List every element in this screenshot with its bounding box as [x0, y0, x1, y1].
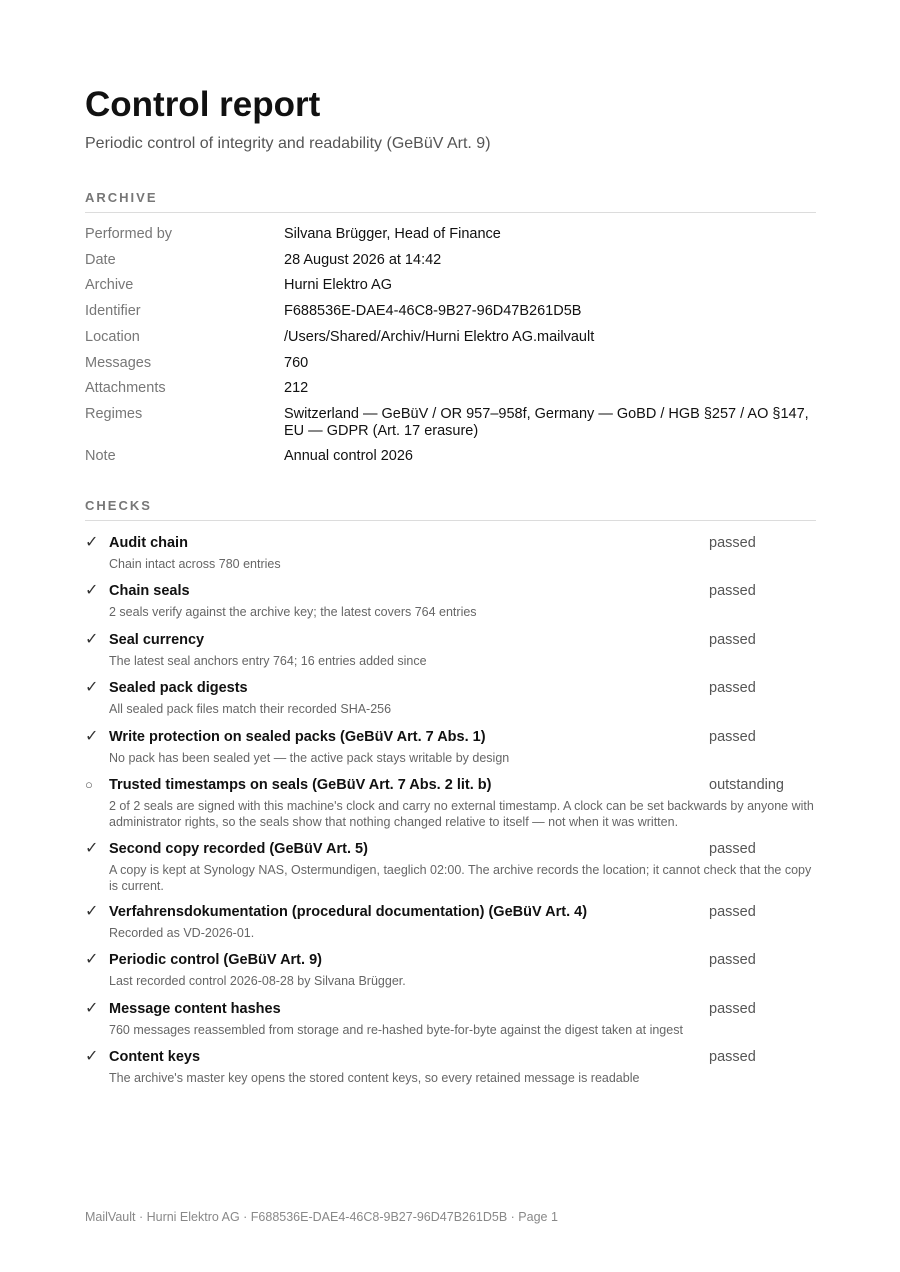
checkmark-icon: ✓: [85, 840, 99, 857]
archive-key: Date: [85, 252, 116, 268]
check-title: Content keys: [109, 1049, 201, 1065]
check-title: Message content hashes: [109, 1001, 281, 1017]
checkmark-icon: ✓: [85, 679, 99, 696]
archive-value: /Users/Shared/Archiv/Hurni Elektro AG.mailvault: [284, 329, 595, 345]
archive-value: Switzerland — GeBüV / OR 957–958f, Germany — GoBD / HGB §257 / AO §147, EU — GDPR (Art. 17 erasure): [284, 406, 809, 439]
check-description: Recorded as VD-2026-01.: [109, 926, 255, 940]
check-status: passed: [709, 1049, 756, 1065]
archive-key: Attachments: [85, 380, 166, 396]
page-subtitle: Periodic control of integrity and readability (GeBüV Art. 9): [85, 135, 491, 152]
page-title: Control report: [85, 85, 321, 124]
check-status: passed: [709, 729, 756, 745]
archive-value: Silvana Brügger, Head of Finance: [284, 226, 501, 242]
check-title: Audit chain: [109, 535, 188, 551]
check-status: passed: [709, 632, 756, 648]
check-description: The latest seal anchors entry 764; 16 entries added since: [109, 654, 427, 668]
archive-key: Archive: [85, 277, 134, 293]
check-title: Periodic control (GeBüV Art. 9): [109, 952, 322, 968]
checkmark-icon: ✓: [85, 631, 99, 648]
check-description: 2 of 2 seals are signed with this machine's clock and carry no external timestamp. A clock can be set backwards by anyone with administrator rights, so the seals show that nothing changed relative to itself — not when it was written.: [109, 799, 814, 829]
checkmark-icon: ✓: [85, 903, 99, 920]
checkmark-icon: ✓: [85, 1000, 99, 1017]
check-status: passed: [709, 952, 756, 968]
archive-value: Annual control 2026: [284, 448, 413, 464]
archive-value: 28 August 2026 at 14:42: [284, 252, 442, 268]
check-status: passed: [709, 904, 756, 920]
archive-key: Regimes: [85, 406, 143, 422]
check-title: Seal currency: [109, 632, 205, 648]
circle-outline-icon: ○: [85, 777, 93, 792]
check-status: passed: [709, 583, 756, 599]
page-footer: MailVault · Hurni Elektro AG · F688536E-DAE4-46C8-9B27-96D47B261D5B · Page 1: [85, 1210, 558, 1224]
archive-value: F688536E-DAE4-46C8-9B27-96D47B261D5B: [284, 303, 582, 319]
archive-key: Identifier: [85, 303, 141, 319]
check-description: Chain intact across 780 entries: [109, 557, 281, 571]
checks-section-heading: CHECKS: [85, 498, 816, 521]
checkmark-icon: ✓: [85, 728, 99, 745]
check-status: passed: [709, 680, 756, 696]
archive-value: 760: [284, 355, 309, 371]
check-title: Sealed pack digests: [109, 680, 248, 696]
check-description: 760 messages reassembled from storage and re-hashed byte-for-byte against the digest taken at ingest: [109, 1023, 683, 1037]
checkmark-icon: ✓: [85, 951, 99, 968]
check-status: passed: [709, 535, 756, 551]
checkmark-icon: ✓: [85, 582, 99, 599]
archive-value: Hurni Elektro AG: [284, 277, 392, 293]
check-description: 2 seals verify against the archive key; the latest covers 764 entries: [109, 605, 477, 619]
archive-section-heading: ARCHIVE: [85, 190, 816, 213]
check-description: All sealed pack files match their recorded SHA-256: [109, 702, 392, 716]
check-title: Second copy recorded (GeBüV Art. 5): [109, 841, 368, 857]
check-description: The archive's master key opens the stored content keys, so every retained message is readable: [109, 1071, 640, 1085]
archive-key: Location: [85, 329, 140, 345]
check-title: Verfahrensdokumentation (procedural documentation) (GeBüV Art. 4): [109, 904, 588, 920]
archive-key: Performed by: [85, 226, 173, 242]
checkmark-icon: ✓: [85, 1048, 99, 1065]
check-description: A copy is kept at Synology NAS, Ostermundigen, taeglich 02:00. The archive records the location; it cannot check that the copy is current.: [109, 863, 812, 893]
check-title: Write protection on sealed packs (GeBüV Art. 7 Abs. 1): [109, 729, 486, 745]
check-status: passed: [709, 841, 756, 857]
archive-key: Note: [85, 448, 116, 464]
archive-key: Messages: [85, 355, 152, 371]
check-description: No pack has been sealed yet — the active pack stays writable by design: [109, 751, 510, 765]
check-title: Trusted timestamps on seals (GeBüV Art. 7 Abs. 2 lit. b): [109, 777, 492, 793]
archive-value: 212: [284, 380, 309, 396]
check-title: Chain seals: [109, 583, 190, 599]
checkmark-icon: ✓: [85, 534, 99, 551]
check-description: Last recorded control 2026-08-28 by Silvana Brügger.: [109, 974, 406, 988]
check-status: passed: [709, 1001, 756, 1017]
check-status: outstanding: [709, 777, 784, 793]
